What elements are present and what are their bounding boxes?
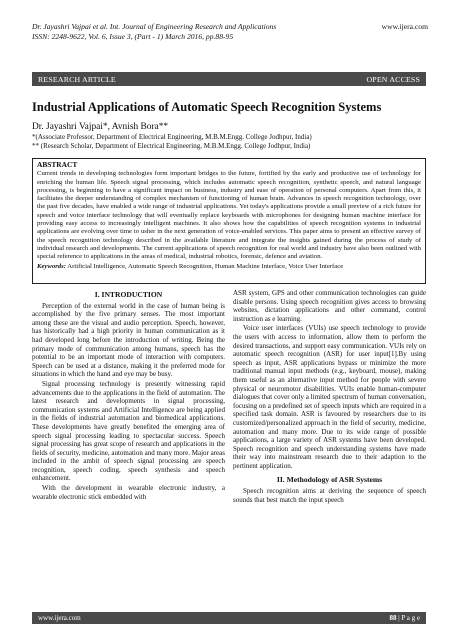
affiliation-2: ** (Research Scholar, Department of Electrical Engineering, M.B.M.Engg. College Jodhpur, India) xyxy=(32,142,311,150)
abstract-heading: ABSTRACT xyxy=(37,160,78,169)
right-paragraph-2: Voice user interfaces (VUIs) use speech technology to provide the users with access to information, allow them to perform the desired transactions, and support easy communication. VUIs rely on automatic speech recognition (ASR) for user input[1].By using speech as input, ASR applications bypass or minimize the more traditional manual input methods (e.g., keyboard, mouse), making them useful as an alternative input method for people with severe physical or neuromotor disabilities. VUIs enable human-computer dialogues that cover only a limited spectrum of human conversation, focusing on a predefined set of speech inputs which are required in a specified task domain. ASR is favoured by researchers due to its customized/personalized approach in the field of security, medicine, automation and many more. Due to its wide range of possible applications, a large variety of ASR systems have been developed. Speech recognition and speech understanding systems have made their way into mainstream research due to their adaption to the pertinent application. xyxy=(233,324,426,470)
abstract-box xyxy=(32,158,426,284)
open-access-label: OPEN ACCESS xyxy=(366,74,420,84)
citation-line: Dr. Jayashri Vajpai et al. Int. Journal of Engineering Research and Applications xyxy=(32,22,277,31)
running-header xyxy=(32,22,428,42)
affiliations xyxy=(32,133,428,151)
page-label: | P a g e xyxy=(398,614,420,622)
authors-line: Dr. Jayashri Vajpai*, Avnish Bora** xyxy=(32,122,169,132)
intro-paragraph-1: Perception of the external world in the case of human being is accomplished by the five primary senses. The most important among these are the visual and audio perception. Speech, however, has historically had a high priority in human communication as it had developed long before the introduction of writing. Being the primary mode of communication among humans, speech has the potential to be an important mode of interaction with computers. Speech can be used at a distance, making it the preferred mode for situations in which the hand and eye may be busy. xyxy=(32,301,225,379)
methodology-paragraph-1: Speech recognition aims at deriving the sequence of speech sounds that best match the input speech xyxy=(233,487,426,504)
left-column xyxy=(32,289,225,502)
affiliation-1: *(Associate Professor, Department of Electrical Engineering, M.B.M.Engg. College Jodhpur, India) xyxy=(32,133,312,141)
section-heading-introduction: I. INTRODUCTION xyxy=(94,290,163,299)
intro-paragraph-3: With the development in wearable electronic industry, a wearable electronic stick embedded with xyxy=(32,484,225,501)
keywords-label: Keywords: xyxy=(37,262,66,270)
footer-website[interactable]: www.ijera.com xyxy=(38,614,81,622)
journal-website[interactable]: www.ijera.com xyxy=(381,22,428,31)
page-footer xyxy=(32,612,426,624)
page-number: 88 xyxy=(389,614,397,622)
right-column xyxy=(233,289,426,505)
intro-paragraph-2: Signal processing technology is presently witnessing rapid advancements due to the applications in the field of automation. The latest research and developments in signal processing, communication systems and Artificial Intelligence are being applied in the fields of industrial automation and biomedical applications. These developments have greatly benefited the emerging area of speech signal processing leading to spectacular success. Speech signal processing has great scope of research and applications in the fields of security, medicine, automation and many more. Major areas included in the ambit of speech signal processing are speech recognition, speech coding, speech synthesis and speech enhancement. xyxy=(32,379,225,483)
keywords-line xyxy=(37,263,421,271)
article-type-band xyxy=(32,72,426,86)
section-heading-methodology: II. Methodology of ASR Systems xyxy=(276,475,383,485)
issn-line: ISSN: 2248-9622, Vol. 6, Issue 3, (Part - 1) March 2016, pp.88-95 xyxy=(32,32,234,41)
article-type-label: RESEARCH ARTICLE xyxy=(38,74,116,84)
abstract-text: Current trends in developing technologies form important bridges to the future, fortified by the early and productive use of technology for enriching the human life. Speech signal processing, which includes automatic speech recognition, synthetic speech, and natural language processing, is beginning to have a significant impact on business, industry and ease of operation of personal computers. Apart from this, it facilitates the deeper understanding of complex mechanism of functioning of human brain. Advances in speech recognition technology, over the past five decades, have enabled a wide range of industrial applications. Yet today's applications provide a small preview of a rich future for speech and voice interface technology that will eventually replace keyboards with microphones for designing human machine interface for providing easy access to increasingly intelligent machines. It also shows how the capabilities of speech recognition systems in industrial applications are evolving over time to usher in the next generation of voice-enabled services. This paper aims to present an effective survey of the speech recognition technology described in the available literature and integrate the insights gained during the process of study of individual research and developments. The current applications of speech recognition for real world and industry have also been outlined with special reference to applications in the areas of medical, industrial robotics, forensic, defence and aviation. xyxy=(37,170,421,261)
keywords-text: Artificial Intelligence, Automatic Speech Recognition, Human Machine Interface, Voice User Interface xyxy=(67,262,344,270)
page-number-block xyxy=(390,614,421,622)
right-paragraph-1: ASR system, GPS and other communication technologies can guide disable persons. Using speech recognition gives access to browsing websites, dictation applications and other command, control instruction as e learning. xyxy=(233,289,426,323)
paper-title: Industrial Applications of Automatic Speech Recognition Systems xyxy=(32,100,382,114)
